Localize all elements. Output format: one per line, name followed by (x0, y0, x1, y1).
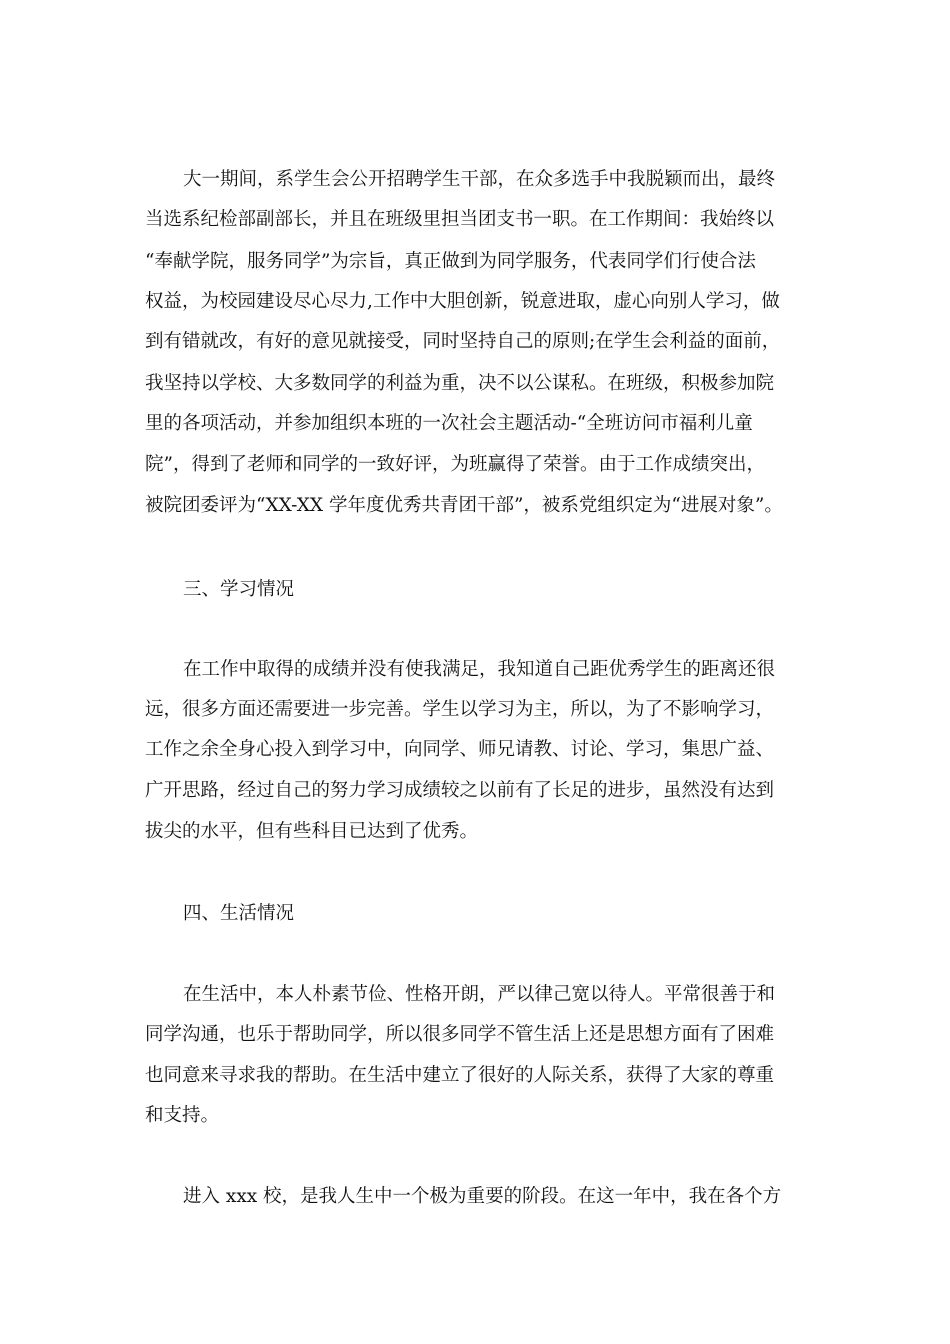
paragraph-2-line-4: 广开思路，经过自己的努力学习成绩较之以前有了长足的进步，虽然没有达到 (145, 780, 775, 801)
paragraph-2-line-5: 拔尖的水平，但有些科目已达到了优秀。 (145, 821, 479, 842)
paragraph-3-line-4: 和支持。 (145, 1105, 220, 1126)
paragraph-1-line-2: 当选系纪检部副部长，并且在班级里担当团支书一职。在工作期间：我始终以 (145, 209, 775, 230)
paragraph-1-line-8: 院”，得到了老师和同学的一致好评，为班赢得了荣誉。由于工作成绩突出， (145, 454, 765, 475)
paragraph-1-line-5: 到有错就改，有好的意见就接受，同时坚持自己的原则;在学生会利益的面前， (145, 331, 781, 352)
paragraph-1-line-7: 里的各项活动，并参加组织本班的一次社会主题活动-“全班访问市福利儿童 (145, 413, 753, 434)
paragraph-3-line-1: 在生活中，本人朴素节俭、性格开朗，严以律己宽以待人。平常很善于和 (183, 984, 776, 1005)
paragraph-3-line-3: 也同意来寻求我的帮助。在生活中建立了很好的人际关系，获得了大家的尊重 (145, 1065, 775, 1086)
paragraph-2-line-1: 在工作中取得的成绩并没有使我满足，我知道自己距优秀学生的距离还很 (183, 659, 776, 680)
paragraph-1-line-9: 被院团委评为“XX-XX 学年度优秀共青团干部”，被系党组织定为“进展对象”。 (145, 495, 783, 516)
paragraph-2-line-2: 远，很多方面还需要进一步完善。学生以学习为主，所以，为了不影响学习， (145, 699, 775, 720)
paragraph-1-line-4: 权益，为校园建设尽心尽力,工作中大胆创新，锐意进取，虚心向别人学习，做 (145, 291, 780, 312)
paragraph-4-line-1: 进入 xxx 校，是我人生中一个极为重要的阶段。在这一年中，我在各个方 (183, 1186, 782, 1207)
section-heading-study: 三、学习情况 (183, 579, 295, 600)
paragraph-1-line-1: 大一期间，系学生会公开招聘学生干部，在众多选手中我脱颖而出，最终 (183, 169, 776, 190)
section-heading-life: 四、生活情况 (183, 903, 295, 924)
paragraph-1-line-3: “奉献学院，服务同学”为宗旨，真正做到为同学服务，代表同学们行使合法 (145, 251, 756, 272)
paragraph-1-line-6: 我坚持以学校、大多数同学的利益为重，决不以公谋私。在班级，积极参加院 (145, 373, 775, 394)
paragraph-2-line-3: 工作之余全身心投入到学习中，向同学、师兄请教、讨论、学习，集思广益、 (145, 739, 775, 760)
paragraph-3-line-2: 同学沟通，也乐于帮助同学，所以很多同学不管生活上还是思想方面有了困难 (145, 1024, 775, 1045)
